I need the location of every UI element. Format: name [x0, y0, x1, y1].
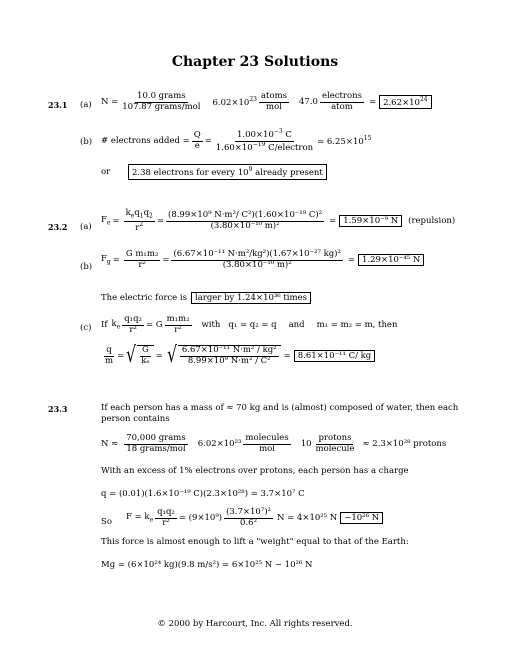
q1: q [134, 208, 140, 218]
ten: 10 [300, 439, 312, 450]
part-a-label: (a) [80, 222, 92, 232]
numerator: q₁q₂ [124, 314, 142, 324]
lhs [101, 254, 111, 266]
equals: = [117, 351, 125, 361]
problem-number-23-1: 23.1 [48, 100, 68, 110]
equation-23-2a [101, 209, 455, 233]
radicand [137, 345, 153, 367]
numerator: m₁m₂ [166, 314, 190, 324]
equation-23-2c-condition [101, 315, 397, 336]
fraction-charge [214, 129, 315, 153]
numerator: 70,000 grams [126, 433, 186, 443]
denominator: e [194, 140, 200, 151]
sqrt-values [165, 345, 281, 367]
force-result: N = 4×10²⁵ N [276, 513, 338, 524]
avogadro-exp: 23 [249, 96, 257, 104]
part-a-label: (a) [80, 100, 92, 110]
condition-q: q₁ = q₂ = q [228, 320, 277, 331]
answer-box: 1.29×10⁻⁴⁵ N [358, 254, 424, 266]
k-e: $k_e$ [111, 319, 121, 332]
fraction-atoms [259, 92, 289, 113]
fraction-coulomb [124, 209, 155, 233]
numerator: q [106, 344, 112, 355]
answer-box-or [128, 164, 327, 180]
numerator: molecules [245, 433, 289, 443]
lhs: N = [101, 97, 119, 108]
copyright-footer: © 2000 by Harcourt, Inc. All rights reserved. [157, 619, 353, 629]
problem-number-23-2: 23.2 [48, 222, 68, 232]
sqrt-g-over-k [124, 345, 153, 367]
fraction-g-over-k [139, 346, 151, 367]
part-b-label: (b) [80, 137, 93, 147]
equals3: = [347, 255, 356, 266]
den-base: 1.60×10 [215, 142, 253, 153]
lhs-sub: e [106, 219, 111, 227]
fraction-values [171, 250, 342, 271]
denominator: (3.80×10⁻¹⁰ m)² [222, 259, 292, 270]
denominator: 8.99×10⁹ N·m² / C² [187, 356, 271, 366]
part-c-label: (c) [80, 323, 92, 333]
if: If [101, 320, 108, 331]
r: r [135, 222, 140, 233]
denominator: 18 grams/mol [126, 443, 186, 454]
result [317, 135, 371, 147]
result-exp: 15 [363, 135, 372, 143]
or-answer-tail: already present [252, 167, 323, 178]
denominator: r² [174, 324, 182, 335]
answer-box: 8.61×10⁻¹¹ C/ kg [294, 350, 376, 362]
avogadro-base: 6.02×10 [212, 98, 250, 109]
r-exp: 2 [139, 220, 144, 228]
lhs-base: F [101, 215, 107, 226]
weight-equation: Mg = (6×10²⁴ kg)(9.8 m/s²) = 6×10²⁵ N ~ 10²⁶ N [101, 560, 313, 570]
radical-sign: √ [166, 343, 177, 368]
or-label: or [101, 167, 111, 177]
fraction-charges [155, 508, 177, 529]
lhs: N ≈ [101, 439, 119, 450]
force-equation [126, 508, 383, 529]
den-exp: −19 [252, 140, 266, 148]
denominator [133, 222, 145, 234]
excess-text: With an excess of 1% electrons over protons, each person has a charge [101, 466, 409, 476]
force-mid: = (9×10⁹) [178, 513, 223, 524]
denominator: r² [162, 517, 170, 528]
avogadro [212, 96, 257, 108]
so-label: So [101, 517, 112, 527]
or-answer: 2.38 electrons for every 10 [132, 167, 249, 178]
numerator: 6.67×10⁻¹¹ N·m² / kg² [181, 345, 277, 356]
equals: = [112, 255, 120, 266]
equation-protons [101, 434, 446, 455]
fraction-values [224, 508, 273, 529]
answer-exp: 24 [419, 96, 428, 104]
denominator: mol [266, 101, 282, 112]
fraction-protons [314, 434, 357, 455]
numerator: G [142, 345, 149, 356]
k: k [125, 208, 131, 218]
answer-box: ~10²⁶ N [340, 512, 383, 524]
equals2: = [155, 351, 163, 361]
q1-sub: 1 [139, 212, 144, 220]
intro-text: If each person has a mass of ≈ 70 kg and is (almost) composed of water, then each person contains [101, 403, 459, 425]
fraction-grams [124, 434, 187, 455]
q2: q [143, 208, 150, 218]
lhs-base: F [101, 254, 107, 265]
fraction-molecules [243, 434, 290, 455]
fraction-electrons [320, 92, 364, 113]
answer-box [379, 95, 432, 109]
force-lhs-base: F = k [126, 512, 150, 523]
numerator: q₁q₂ [157, 507, 175, 517]
denominator: kₑ [141, 356, 150, 366]
fraction-q-over-m [103, 346, 115, 367]
numerator: atoms [260, 91, 288, 101]
denominator: m [105, 355, 114, 366]
numerator: Q [193, 129, 201, 140]
result-base: = 6.25×10 [317, 137, 364, 147]
numerator: 10.0 grams [137, 91, 186, 101]
numerator: G m₁m₂ [125, 249, 159, 259]
fraction-q-over-e [192, 131, 203, 152]
fraction-masses [165, 315, 192, 336]
equation-23-2b [101, 250, 424, 271]
fraction-values [180, 346, 279, 367]
denominator: (3.80×10⁻¹⁰ m)² [210, 220, 280, 231]
denominator: mol [259, 443, 275, 454]
numerator: protons [318, 433, 352, 443]
denominator: atom [331, 101, 353, 112]
weight-text: This force is almost enough to lift a "weight" equal to that of the Earth: [101, 537, 409, 547]
numerator: (8.99×10⁹ N·m²/ C²)(1.60×10⁻¹⁹ C)² [168, 209, 323, 220]
condition-m: m₁ = m₂ = m, then [316, 320, 398, 331]
equals: = [204, 136, 212, 147]
den-unit: C/electron [265, 142, 314, 153]
fraction-gravity [124, 250, 160, 271]
equation-23-1a [101, 92, 432, 113]
part-b-label: (b) [80, 262, 93, 272]
answer-box: larger by 1.24×10³⁶ times [191, 292, 311, 304]
charge-equation: q = (0.01)(1.6×10⁻¹⁹ C)(2.3×10²⁸) = 3.7×10⁷ C [101, 489, 305, 499]
lhs-sub: g [106, 259, 111, 267]
denominator: 107.87 grams/mol [122, 101, 201, 112]
equation-23-2c-result [101, 345, 375, 367]
denominator [214, 142, 315, 154]
equals-g: = G [145, 320, 163, 331]
fraction-values [166, 211, 324, 232]
factor: 47.0 [299, 97, 318, 108]
denominator: molecule [315, 443, 355, 454]
radicand [178, 345, 281, 367]
page-title: Chapter 23 Solutions [171, 54, 339, 70]
equals2: = [156, 216, 164, 227]
equals3: = [329, 216, 337, 227]
force-lhs-sub: e [149, 517, 154, 525]
equals3: = [283, 351, 291, 361]
answer-box: 1.59×10⁻⁹ N [339, 215, 402, 227]
result: ≈ 2.3×10²⁸ protons [362, 439, 447, 450]
num-unit: C [282, 129, 292, 140]
equals: = [368, 97, 377, 108]
compare-text: The electric force is [101, 293, 187, 303]
radical-sign: √ [126, 343, 137, 368]
q2-sub: 2 [149, 212, 153, 220]
lhs: # electrons added = [101, 136, 190, 147]
equals: = [112, 216, 120, 227]
equation-23-1b [101, 129, 371, 153]
fraction-charges [122, 315, 144, 336]
fraction-grams [120, 92, 202, 113]
numerator: electrons [321, 91, 362, 101]
problem-number-23-3: 23.3 [48, 404, 68, 414]
num-base: 1.00×10 [236, 129, 274, 140]
with: with [201, 320, 221, 331]
or-answer-exp: 9 [248, 166, 253, 173]
note: (repulsion) [408, 216, 456, 227]
numerator: (6.67×10⁻¹¹ N·m²/kg²)(1.67×10⁻²⁷ kg)² [173, 249, 341, 259]
k-sub: e [130, 212, 135, 220]
denominator: r² [138, 259, 146, 270]
num-exp: −3 [273, 128, 283, 135]
force-lhs [126, 512, 153, 524]
answer-base: 2.62×10 [383, 98, 420, 109]
lhs [101, 215, 110, 227]
compare-line [101, 292, 311, 304]
numerator: (3.7×10⁷)² [226, 507, 271, 517]
denominator: r² [129, 324, 137, 335]
avogadro: 6.02×10²³ [197, 439, 242, 450]
and: and [288, 320, 305, 331]
equals2: = [162, 255, 170, 266]
denominator: 0.6² [240, 517, 257, 528]
